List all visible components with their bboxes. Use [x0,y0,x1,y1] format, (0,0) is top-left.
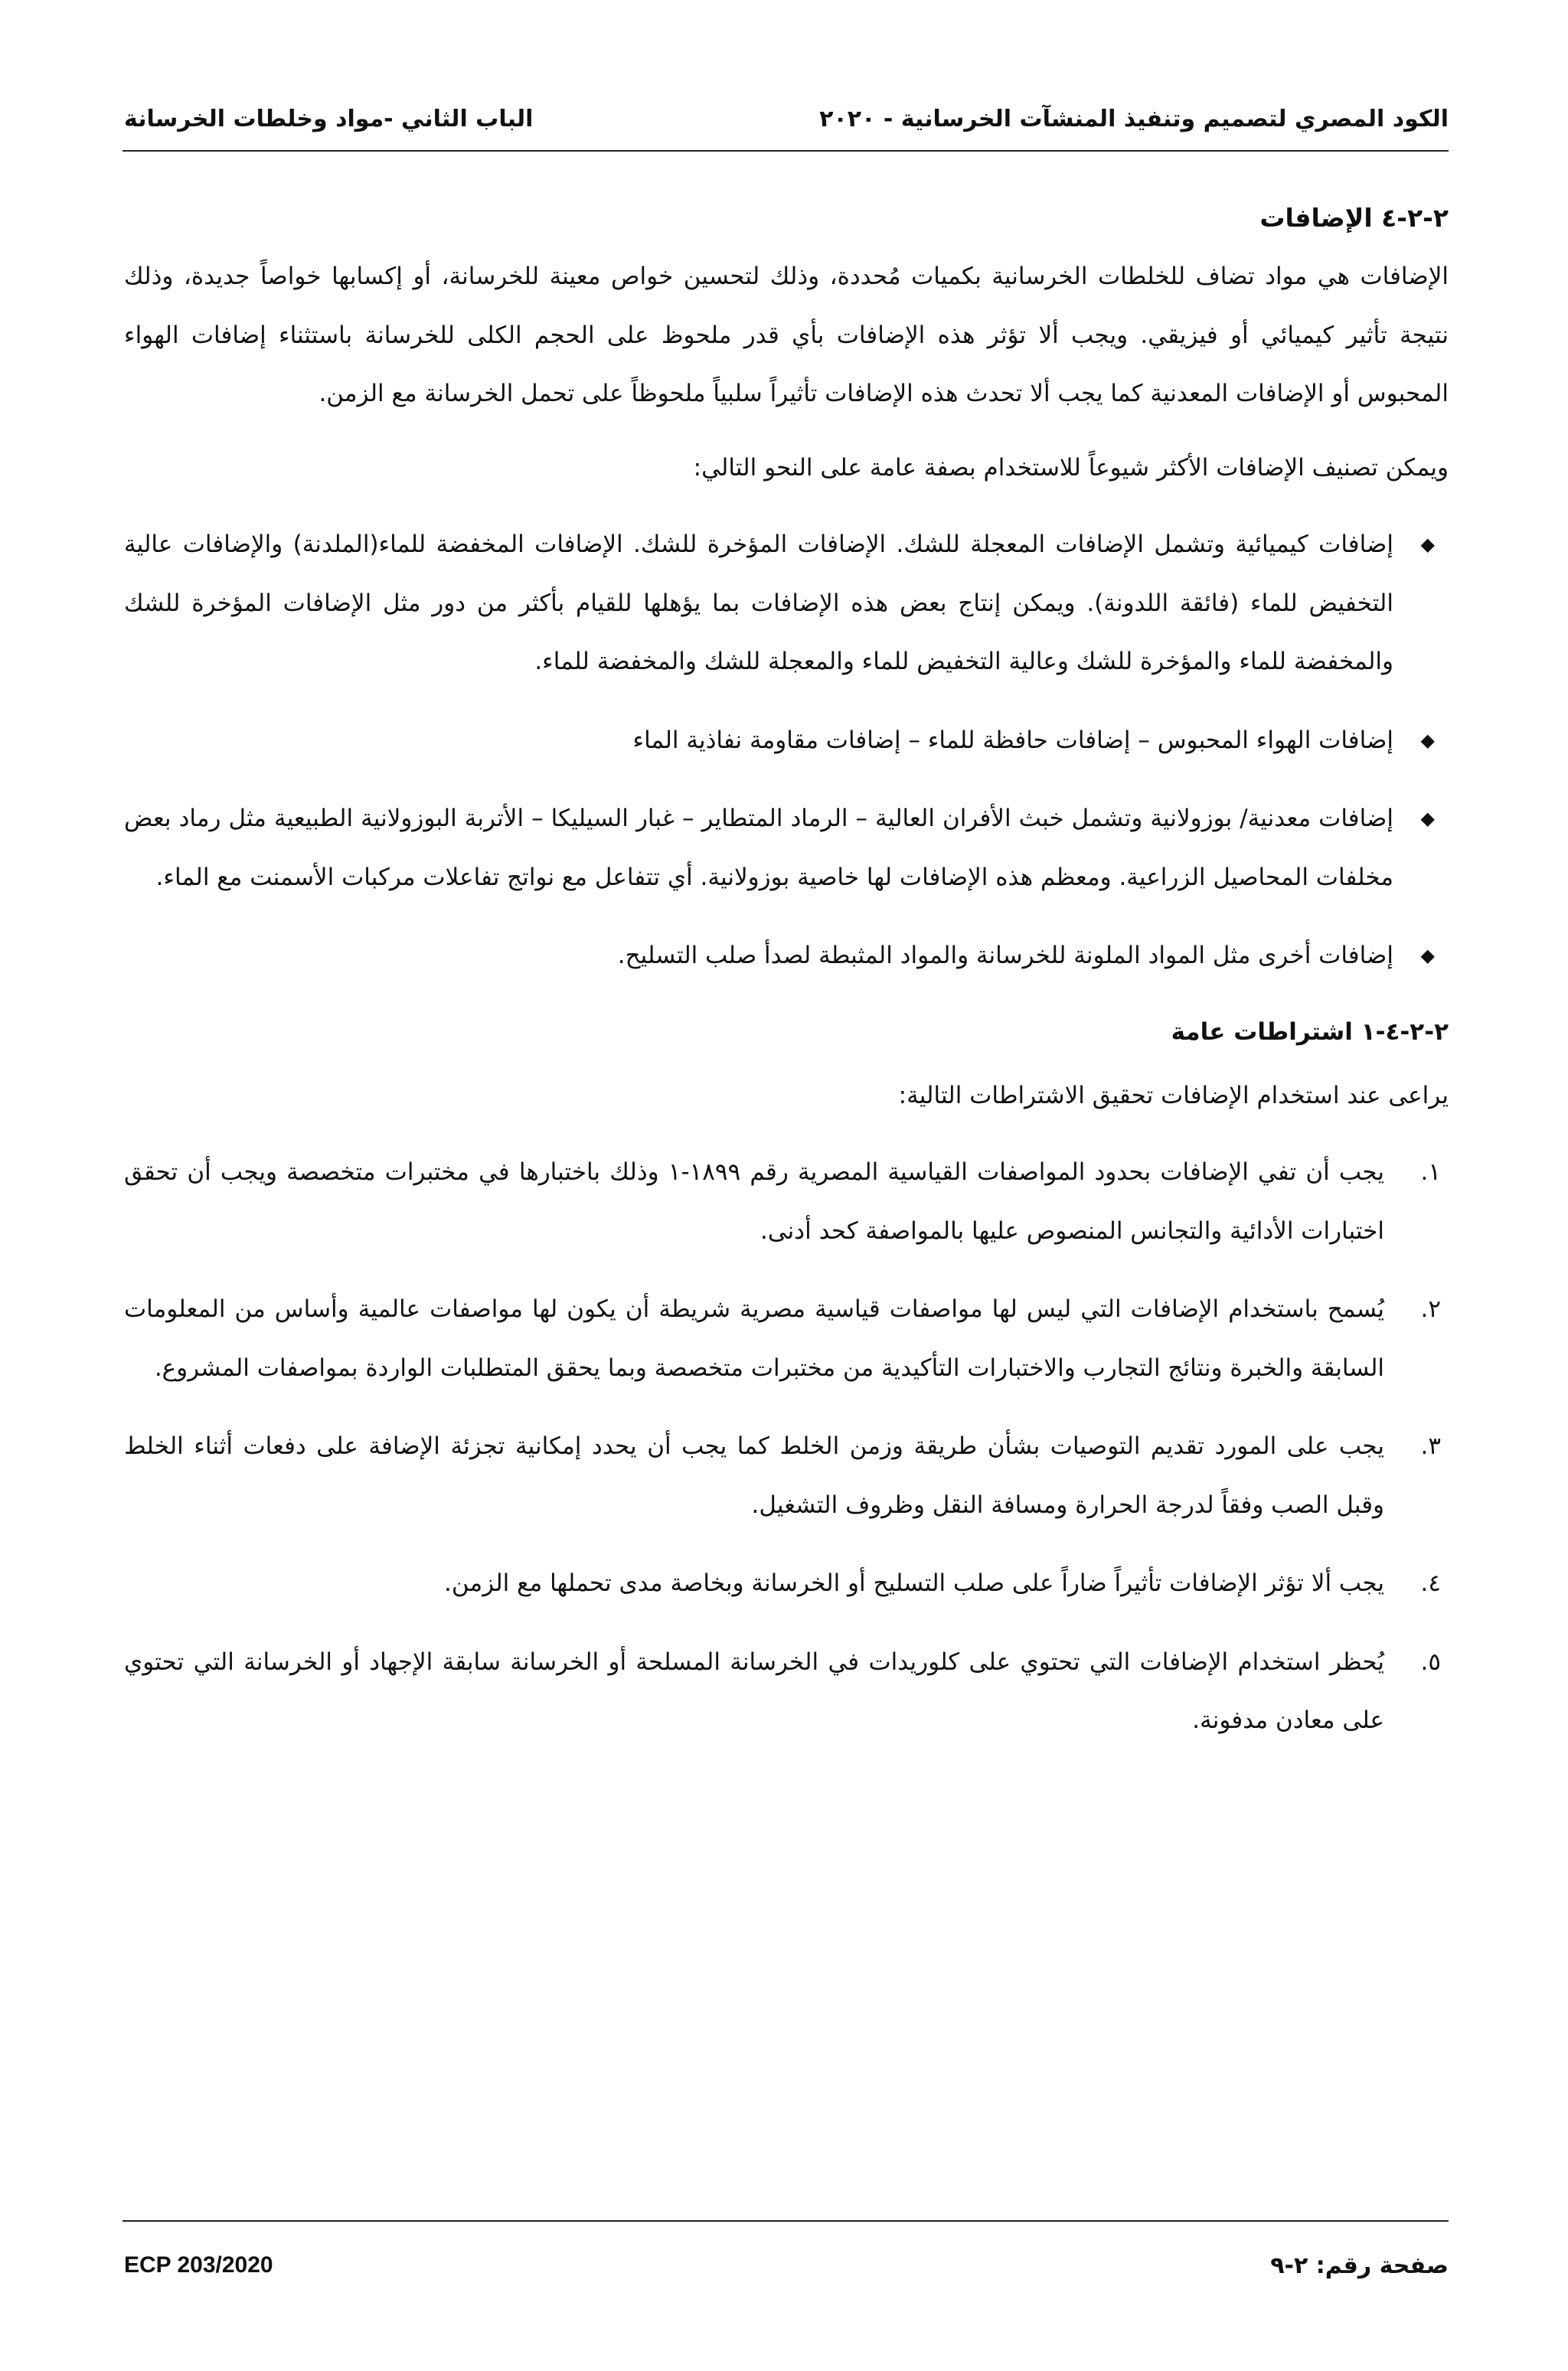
list-item-number: ١. [1420,1158,1441,1186]
list-item [124,1143,1449,1260]
section-paragraph-classification-intro: ويمكن تصنيف الإضافات الأكثر شيوعاً للاستخدام بصفة عامة على النحو التالي: [693,453,1449,482]
footer-code-label: ECP 203/2020 [124,2252,273,2278]
header-divider [122,150,1449,152]
list-item [124,926,1449,985]
list-item [124,1554,1449,1613]
list-item-text: يُحظر استخدام الإضافات التي تحتوي على كلوريدات في الخرسانة المسلحة أو الخرسانة سابقة الإجهاد أو الخرسانة التي تحتوي على معادن مدفونة. [124,1648,1384,1734]
list-item-number: ٣. [1420,1432,1441,1460]
list-item [124,1633,1449,1750]
page-body [124,195,1449,1770]
diamond-bullet-icon: ◆ [1420,729,1435,751]
running-header-chapter-title: الباب الثاني -مواد وخلطات الخرسانة [124,106,534,132]
list-item-text: إضافات معدنية/ بوزولانية وتشمل خبث الأفران العالية – الرماد المتطاير – غبار السيليكا – الأتربة البوزولانية الطبيعية مثل رماد بعض مخلفات المحاصيل الزراعية. ومعظم هذه الإضافات لها خاصية بوزولانية. أي تتفاعل مع نواتج تفاعلات مركبات الأسمنت مع الماء. [124,805,1393,891]
list-item-text: إضافات كيميائية وتشمل الإضافات المعجلة للشك. الإضافات المؤخرة للشك. الإضافات المخفضة للماء(الملدنة) والإضافات عالية التخفيض للماء (فائقة اللدونة). ويمكن إنتاج بعض هذه الإضافات بما يؤهلها للقيام بأكثر من دور مثل الإضافات المؤخرة للشك والمخفضة للماء والمؤخرة للشك وعالية التخفيض للماء والمعجلة للشك والمخفضة للماء. [124,531,1393,675]
footer-divider [122,2220,1449,2222]
section-paragraph-definition: الإضافات هي مواد تضاف للخلطات الخرسانية بكميات مُحددة، وذلك لتحسين خواص معينة للخرسانة، أو إكسابها خواصاً جديدة، وذلك نتيجة تأثير كيميائي أو فيزيقي. ويجب ألا تؤثر هذه الإضافات بأي قدر ملحوظ على الحجم الكلى للخرسانة باستثناء إضافات الهواء المحبوس أو الإضافات المعدنية كما يجب ألا تحدث هذه الإضافات تأثيراً سلبياً ملحوظاً على تحمل الخرسانة مع الزمن. [124,263,1449,407]
running-header-code-title: الكود المصري لتصميم وتنفيذ المنشآت الخرسانية - ٢٠٢٠ [819,106,1449,132]
list-item [124,711,1449,770]
diamond-bullet-icon: ◆ [1420,534,1435,555]
list-item-number: ٤. [1420,1569,1441,1597]
list-item-number: ٥. [1420,1648,1441,1676]
subsection-intro: يراعى عند استخدام الإضافات تحقيق الاشتراطات التالية: [898,1081,1449,1109]
list-item-text: إضافات الهواء المحبوس – إضافات حافظة للماء – إضافات مقاومة نفاذية الماء [632,726,1393,754]
list-item [124,1417,1449,1534]
diamond-bullet-icon: ◆ [1420,945,1435,966]
admixture-types-list [124,515,1449,985]
list-item-text: يجب أن تفي الإضافات بحدود المواصفات القياسية المصرية رقم ١٨٩٩-١ وذلك باختبارها في مختبرات متخصصة ويجب أن تحقق اختبارات الأدائية والتجانس المنصوص عليها بالمواصفة كحد أدنى. [124,1158,1385,1245]
list-item [124,789,1449,906]
list-item-text: يجب ألا تؤثر الإضافات تأثيراً ضاراً على صلب التسليح أو الخرسانة وبخاصة مدى تحملها مع الزمن. [444,1569,1384,1597]
list-item [124,1280,1449,1397]
list-item-text: يُسمح باستخدام الإضافات التي ليس لها مواصفات قياسية مصرية شريطة أن يكون لها مواصفات عالمية وأساس من المعلومات السابقة والخبرة ونتائج التجارب والاختبارات التأكيدية من مختبرات متخصصة وبما يحقق المتطلبات الواردة بمواصفات المشروع. [124,1295,1384,1382]
list-item-number: ٢. [1420,1295,1441,1323]
list-item-text: يجب على المورد تقديم التوصيات بشأن طريقة وزمن الخلط كما يجب أن يحدد إمكانية تجزئة الإضافة على دفعات أثناء الخلط وقبل الصب وفقاً لدرجة الحرارة ومسافة النقل وظروف التشغيل. [124,1432,1384,1519]
subsection-heading: ٢-٢-٤-١ اشتراطات عامة [1171,1017,1449,1046]
list-item-text: إضافات أخرى مثل المواد الملونة للخرسانة والمواد المثبطة لصدأ صلب التسليح. [617,942,1393,969]
section-heading: ٢-٢-٤ الإضافات [1259,203,1449,233]
list-item [124,515,1449,691]
footer-page-number: صفحة رقم: ٢-٩ [1270,2252,1449,2279]
diamond-bullet-icon: ◆ [1420,808,1435,829]
requirements-list [124,1143,1449,1750]
